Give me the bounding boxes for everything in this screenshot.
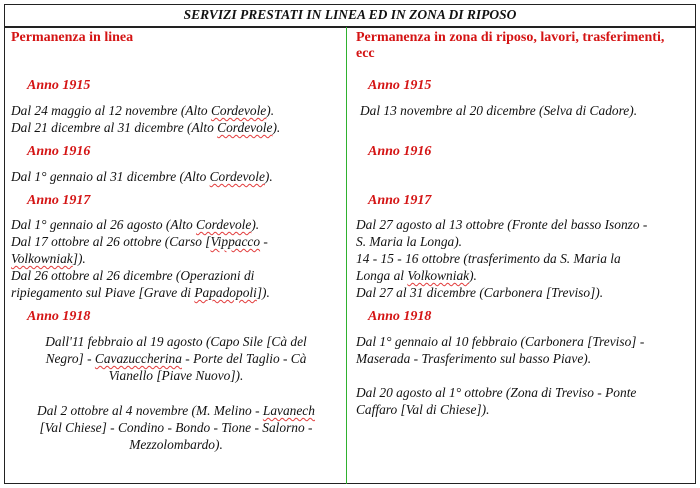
text-part: Dal 21 dicembre al 31 dicembre (Alto — [11, 120, 218, 135]
table-title: SERVIZI PRESTATI IN LINEA ED IN ZONA DI RIPOSO — [4, 4, 696, 28]
column-divider — [346, 27, 347, 484]
right-1917-line-3: 14 - 15 - 16 ottobre (trasferimento da S. Maria la — [356, 251, 621, 266]
left-year-1918: Anno 1918 — [27, 309, 91, 324]
place-name: Cordevole — [196, 217, 252, 232]
text-part: ]). — [72, 251, 86, 266]
service-table — [4, 4, 696, 484]
text-part: ). — [272, 120, 281, 135]
place-name: Cavazuccherina — [94, 351, 182, 366]
right-1918-line-2: Maserada - Trasferimento sul basso Piave). — [356, 351, 592, 366]
right-year-1915: Anno 1915 — [368, 78, 432, 93]
text-part: - — [260, 234, 268, 249]
place-name: Papadopoli — [194, 285, 257, 300]
right-year-1918: Anno 1918 — [368, 309, 432, 324]
left-1915-line-1 — [11, 102, 274, 119]
right-1917-line-5: Dal 27 al 31 dicembre (Carbonera [Treviso]). — [356, 285, 604, 300]
left-column-heading: Permanenza in linea — [11, 30, 134, 45]
left-1918-line-2 — [11, 350, 341, 367]
right-1918-line-3: Dal 20 agosto al 1° ottobre (Zona di Treviso - Ponte — [356, 385, 637, 400]
right-1915-line-1: Dal 13 novembre al 20 dicembre (Selva di Cadore). — [360, 103, 638, 118]
place-name: Vippacco — [210, 234, 261, 249]
text-part: Dal 2 ottobre al 4 novembre (M. Melino - — [37, 403, 263, 418]
right-1917-line-4 — [356, 267, 477, 284]
text-part: Dal 24 maggio al 12 novembre (Alto — [11, 103, 211, 118]
text-part: Dal 1° gennaio al 26 agosto (Alto — [11, 217, 197, 232]
left-1917-line-3 — [11, 250, 86, 267]
right-1917-line-1: Dal 27 agosto al 13 ottobre (Fronte del basso Isonzo - — [356, 217, 648, 232]
text-part: ). — [251, 217, 260, 232]
right-year-1917: Anno 1917 — [368, 193, 432, 208]
text-part: Longa al — [356, 268, 408, 283]
place-name: Cordevole — [209, 169, 265, 184]
left-column — [11, 30, 341, 482]
left-1918-line-4 — [11, 402, 341, 419]
left-1918-line-5: [Val Chiese] - Condino - Bondo - Tione - Salorno - — [39, 420, 313, 435]
left-year-1917: Anno 1917 — [27, 193, 91, 208]
place-name: Volkowniak — [407, 268, 470, 283]
place-name: Lavanech — [262, 403, 315, 418]
text-part: ]). — [256, 285, 270, 300]
place-name: Cordevole — [210, 103, 267, 118]
text-part: ). — [469, 268, 477, 283]
left-1916-line-1 — [11, 168, 273, 185]
left-1915-line-2 — [11, 119, 280, 136]
text-part: ). — [264, 169, 273, 184]
right-1918-line-1: Dal 1° gennaio al 10 febbraio (Carbonera [Treviso] - — [356, 334, 645, 349]
right-column-heading-line-1: Permanenza in zona di riposo, lavori, trasferimenti, — [356, 30, 665, 45]
left-1917-line-5 — [11, 284, 270, 301]
left-1918-line-1: Dall'11 febbraio al 19 agosto (Capo Sile [Cà del — [45, 334, 307, 349]
right-1917-line-2: S. Maria la Longa). — [356, 234, 463, 249]
place-name: Cordevole — [217, 120, 273, 135]
left-1918-line-3: Vianello [Piave Nuovo]). — [108, 368, 244, 383]
text-part: ). — [266, 103, 275, 118]
text-part: - Porte del Taglio - Cà — [181, 351, 307, 366]
place-name: Volkowniak — [11, 251, 73, 266]
right-column-heading-line-2: ecc — [356, 46, 375, 61]
left-1917-line-4: Dal 26 ottobre al 26 dicembre (Operazioni di — [11, 268, 255, 283]
text-part: Dal 1° gennaio al 31 dicembre (Alto — [11, 169, 210, 184]
text-part: ripiegamento sul Piave [Grave di — [11, 285, 195, 300]
text-part: Negro] - — [45, 351, 95, 366]
left-year-1916: Anno 1916 — [27, 144, 91, 159]
left-1917-line-1 — [11, 216, 259, 233]
text-part: Dal 17 ottobre al 26 ottobre (Carso [ — [11, 234, 211, 249]
right-1918-line-4: Caffaro [Val di Chiese]). — [356, 402, 490, 417]
right-column — [356, 30, 690, 482]
left-1917-line-2 — [11, 233, 268, 250]
left-1918-line-6: Mezzolombardo). — [129, 437, 223, 452]
right-year-1916: Anno 1916 — [368, 144, 432, 159]
left-year-1915: Anno 1915 — [27, 78, 91, 93]
